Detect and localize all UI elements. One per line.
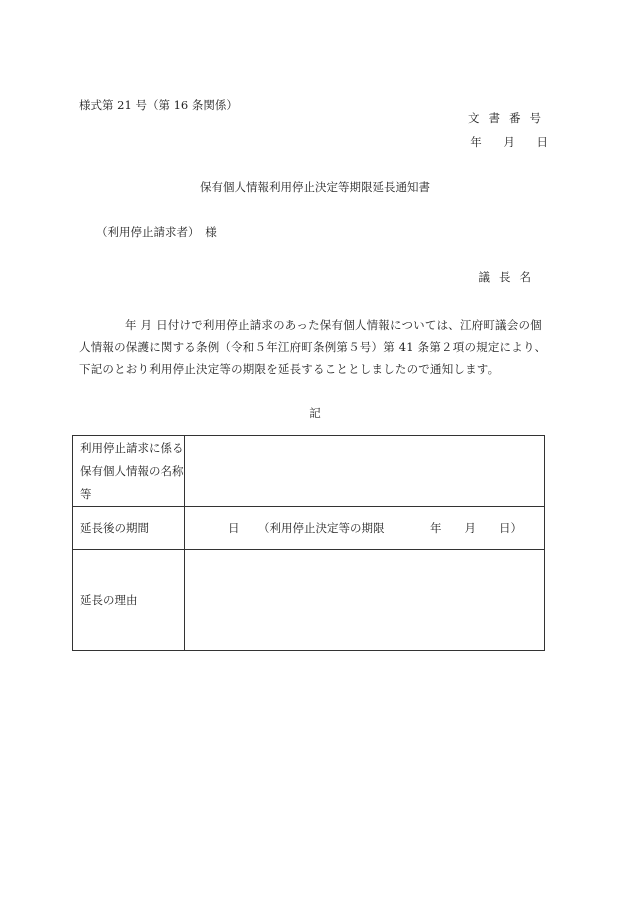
date-line: 年 月 日: [470, 135, 550, 149]
row-value-reason: [185, 550, 545, 651]
row-label-extended-period: 延長後の期間: [73, 507, 185, 550]
table-row: [73, 550, 545, 651]
period-deadline-label: （利用停止決定等の期限: [258, 521, 385, 535]
table-row: [73, 507, 545, 550]
form-number: 様式第 21 号（第 16 条関係）: [79, 98, 238, 112]
document-number: 文書番号: [468, 111, 550, 125]
period-deadline-date: 年 月 日）: [430, 521, 522, 535]
details-table: [72, 435, 545, 651]
table-row: [73, 436, 545, 507]
body-text: 年 月 日付けで利用停止請求のあった保有個人情報については、江府町議会の個人情報の保護に関する条例（令和５年江府町条例第５号）第 41 条第２項の規定により、下記のとおり利用停止決定等の期限を延長することとしましたので通知します。: [79, 318, 547, 376]
row-label-target-info: 利用停止請求に係る保有個人情報の名称等: [73, 436, 185, 507]
period-day: 日: [228, 521, 240, 535]
recipient: （利用停止請求者） 様: [96, 225, 217, 239]
ki-heading: 記: [309, 406, 321, 420]
document-title: 保有個人情報利用停止決定等期限延長通知書: [200, 180, 430, 194]
row-value-target-info: [185, 436, 545, 507]
sender-chairman: 議長名: [478, 270, 540, 284]
row-label-reason: 延長の理由: [73, 550, 185, 651]
row-value-extended-period: [185, 507, 545, 550]
body-paragraph: [79, 314, 551, 380]
